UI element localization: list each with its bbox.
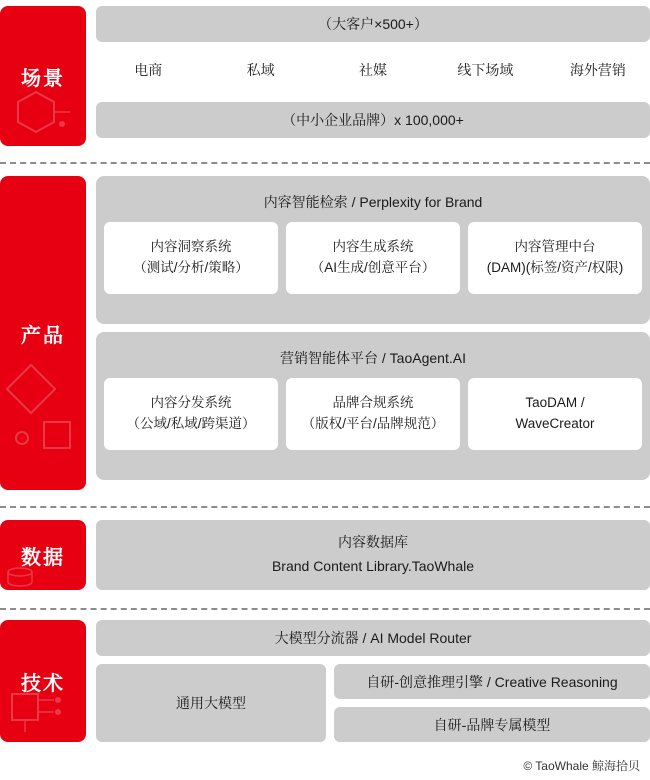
scene-chip-offline[interactable]: 线下场域 [433, 50, 537, 94]
scene-chip-ecommerce[interactable]: 电商 [96, 50, 200, 94]
product-tile-compliance-system[interactable] [286, 378, 460, 450]
copyright-footer: © TaoWhale 鲸海拾贝 [523, 759, 640, 773]
divider-scene-product [0, 162, 650, 164]
section-label-scene [0, 6, 86, 146]
section-tech [0, 620, 650, 742]
tile-line-2: WaveCreator [515, 416, 595, 431]
section-product [0, 176, 650, 490]
scene-band-smb-brands: （中小企业品牌）x 100,000+ [96, 102, 650, 138]
product-group-title: 内容智能检索 / Perplexity for Brand [263, 194, 483, 210]
product-group-content-search [96, 176, 650, 324]
tile-line-2: （公域/私域/跨渠道） [126, 416, 256, 431]
scene-chip-overseas[interactable]: 海外营销 [546, 50, 650, 94]
product-tile-taodam-wavecreator[interactable] [468, 378, 642, 450]
product-tile-insight-system[interactable] [104, 222, 278, 294]
tile-line-2: (DAM)(标签/资产/权限) [486, 260, 624, 275]
tech-lower-group [96, 664, 650, 742]
divider-product-data [0, 506, 650, 508]
tile-line-2: （测试/分析/策略） [133, 260, 249, 275]
product-tile-list [104, 222, 642, 294]
section-label-tech [0, 620, 86, 742]
scene-chip-list [96, 50, 650, 94]
product-tile-list [104, 378, 642, 450]
tile-line-1: 内容生成系统 [332, 239, 414, 255]
section-scene [0, 6, 650, 146]
product-content [96, 176, 650, 490]
data-band-line-2: Brand Content Library.TaoWhale [271, 558, 475, 574]
product-group-title: 营销智能体平台 / TaoAgent.AI [280, 350, 466, 366]
data-content [96, 520, 650, 590]
data-band-line-1: 内容数据库 [338, 534, 408, 551]
tech-content [96, 620, 650, 742]
scene-band-large-clients: （大客户×500+） [96, 6, 650, 42]
section-label-text: 场景 [21, 67, 65, 90]
tile-line-2: （AI生成/创意平台） [310, 260, 436, 275]
scene-chip-private-domain[interactable]: 私域 [208, 50, 312, 94]
product-tile-generation-system[interactable] [286, 222, 460, 294]
product-group-marketing-agent [96, 332, 650, 480]
scene-chip-social-media[interactable]: 社媒 [321, 50, 425, 94]
tech-block-general-model[interactable]: 通用大模型 [96, 664, 326, 742]
section-label-text: 产品 [21, 324, 65, 347]
tile-line-1: 内容管理中台 [514, 239, 596, 255]
section-label-product [0, 176, 86, 490]
scene-content [96, 6, 650, 146]
divider-data-tech [0, 608, 650, 610]
tech-block-brand-model[interactable]: 自研-品牌专属模型 [334, 707, 650, 742]
tech-right-column [334, 664, 650, 742]
tile-line-2: （版权/平台/品牌规范） [301, 416, 445, 431]
product-tile-distribution-system[interactable] [104, 378, 278, 450]
tech-block-creative-reasoning[interactable]: 自研-创意推理引擎 / Creative Reasoning [334, 664, 650, 699]
tile-line-1: 内容分发系统 [150, 395, 232, 411]
tile-line-1: 品牌合规系统 [332, 395, 414, 411]
product-tile-management-hub[interactable] [468, 222, 642, 294]
section-label-text: 技术 [21, 672, 65, 695]
data-band-content-library [96, 520, 650, 590]
section-label-text: 数据 [21, 546, 65, 569]
tile-line-1: 内容洞察系统 [150, 239, 232, 255]
section-label-data [0, 520, 86, 590]
tile-line-1: TaoDAM / [525, 395, 585, 411]
section-data [0, 520, 650, 590]
tech-band-model-router: 大模型分流器 / AI Model Router [96, 620, 650, 656]
